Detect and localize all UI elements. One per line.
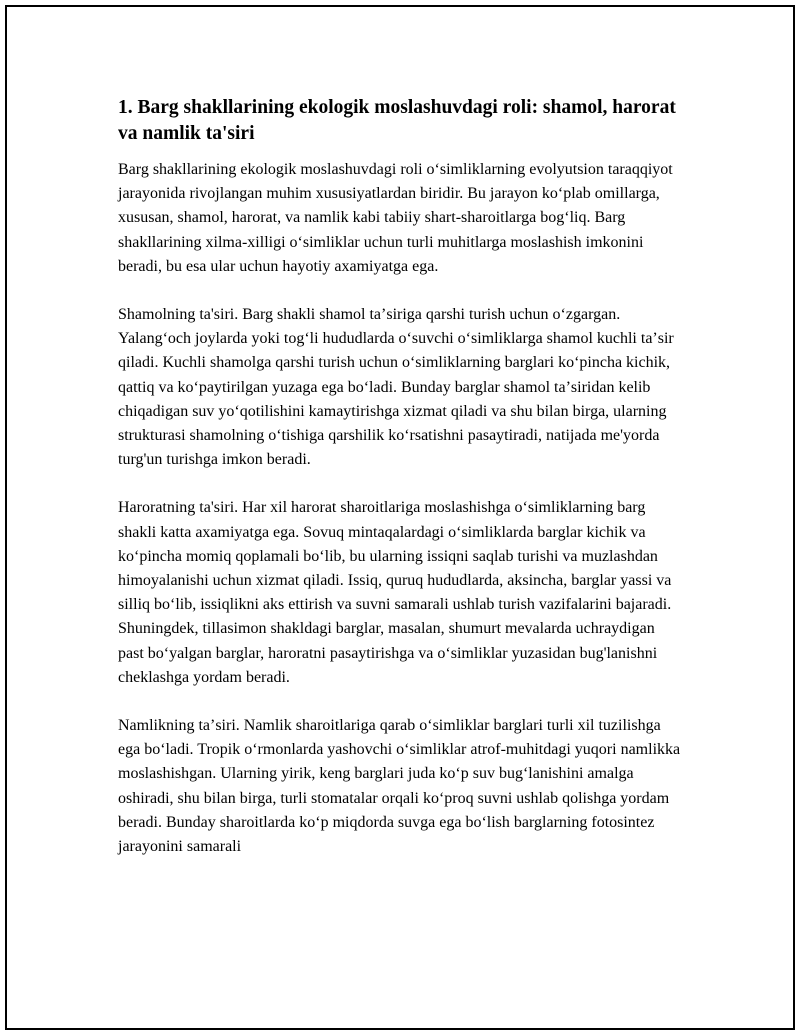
paragraph-temperature: Haroratning ta'siri. Har xil harorat sharoitlariga moslashishga oʻsimliklarning barg shakli katta axamiyatga ega. Sovuq mintaqalardagi oʻsimliklarda barglar kichik va koʻpincha momiq qoplamali boʻlib, bu ularning issiqni saqlab turishi va muzlashdan himoyalanishi uchun xizmat qiladi. Issiq, quruq hududlarda, aksincha, barglar yassi va silliq boʻlib, issiqlikni aks ettirish va suvni samarali ushlab turish vazifalarini bajaradi. Shuningdek, tillasimon shakldagi barglar, masalan, shumurt mevalarda uchraydigan past boʻyalgan barglar, haroratni pasaytirishga va oʻsimliklar yuzasidan bug'lanishni cheklashga yordam beradi. <box>118 499 672 686</box>
paragraph-wind: Shamolning ta'siri. Barg shakli shamol taʼsiriga qarshi turish uchun oʻzgargan. Yalangʻoch joylarda yoki togʻli hududlarda oʻsuvchi oʻsimliklarga shamol kuchli taʼsir qiladi. Kuchli shamolga qarshi turish uchun oʻsimliklarning barglari koʻpincha kichik, qattiq va koʻpaytirilgan yuzaga ega boʻladi. Bunday barglar shamol taʼsiridan kelib chiqadigan suv yoʻqotilishini kamaytirishga xizmat qiladi va shu bilan birga, ularning strukturasi shamolning oʻtishiga qarshilik koʻrsatishni pasaytiradi, natijada me'yorda turg'un turishga imkon beradi. <box>118 306 674 469</box>
paragraph-intro: Barg shakllarining ekologik moslashuvdagi roli oʻsimliklarning evolyutsion taraqqiyot jarayonida rivojlangan muhim xususiyatlardan biridir. Bu jarayon koʻplab omillarga, xususan, shamol, harorat, va namlik kabi tabiiy shart-sharoitlarga bogʻliq. Barg shakllarining xilma-xilligi oʻsimliklar uchun turli muhitlarga moslashish imkonini beradi, bu esa ular uchun hayotiy axamiyatga ega. <box>118 161 673 275</box>
document-body <box>118 95 684 883</box>
section-heading: 1. Barg shakllarining ekologik moslashuvdagi roli: shamol, harorat va namlik ta'siri <box>118 97 676 144</box>
paragraph-humidity: Namlikning taʼsiri. Namlik sharoitlariga qarab oʻsimliklar barglari turli xil tuzilishga ega boʻladi. Tropik oʻrmonlarda yashovchi oʻsimliklar atrof-muhitdagi yuqori namlikka moslashishgan. Ularning yirik, keng barglari juda koʻp suv bugʻlanishini amalga oshiradi, shu bilan birga, turli stomatalar orqali koʻproq suvni ushlab qolishga yordam beradi. Bunday sharoitlarda koʻp miqdorda suvga ega boʻlish barglarning fotosintez jarayonini samarali <box>118 717 681 856</box>
